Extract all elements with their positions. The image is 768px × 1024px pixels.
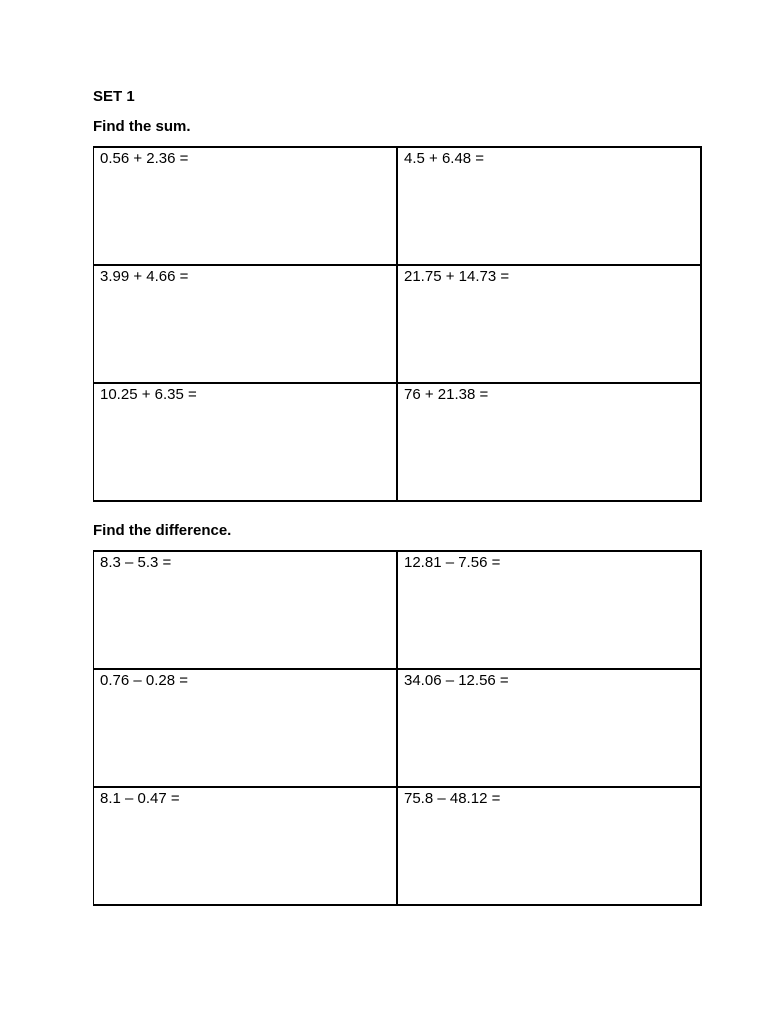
difference-instruction: Find the difference.	[93, 522, 232, 539]
sum-problem-cell[interactable]: 3.99 + 4.66 =	[94, 265, 398, 383]
table-row	[94, 787, 702, 905]
difference-problem-cell[interactable]: 0.76 – 0.28 =	[94, 669, 398, 787]
sum-instruction: Find the sum.	[93, 118, 191, 135]
difference-problem-cell[interactable]: 8.3 – 5.3 =	[94, 551, 398, 669]
table-row	[94, 551, 702, 669]
difference-problem-cell[interactable]: 8.1 – 0.47 =	[94, 787, 398, 905]
table-row	[94, 265, 702, 383]
difference-problem-cell[interactable]: 34.06 – 12.56 =	[397, 669, 701, 787]
table-row	[94, 669, 702, 787]
sum-problem-cell[interactable]: 4.5 + 6.48 =	[397, 147, 701, 265]
sum-problem-cell[interactable]: 10.25 + 6.35 =	[94, 383, 398, 501]
difference-problem-cell[interactable]: 12.81 – 7.56 =	[397, 551, 701, 669]
difference-problem-cell[interactable]: 75.8 – 48.12 =	[397, 787, 701, 905]
table-row	[94, 383, 702, 501]
sum-problem-cell[interactable]: 21.75 + 14.73 =	[397, 265, 701, 383]
set-title: SET 1	[93, 88, 135, 105]
difference-problems-table	[93, 550, 702, 906]
sum-problems-table	[93, 146, 702, 502]
sum-problem-cell[interactable]: 76 + 21.38 =	[397, 383, 701, 501]
sum-problem-cell[interactable]: 0.56 + 2.36 =	[94, 147, 398, 265]
table-row	[94, 147, 702, 265]
